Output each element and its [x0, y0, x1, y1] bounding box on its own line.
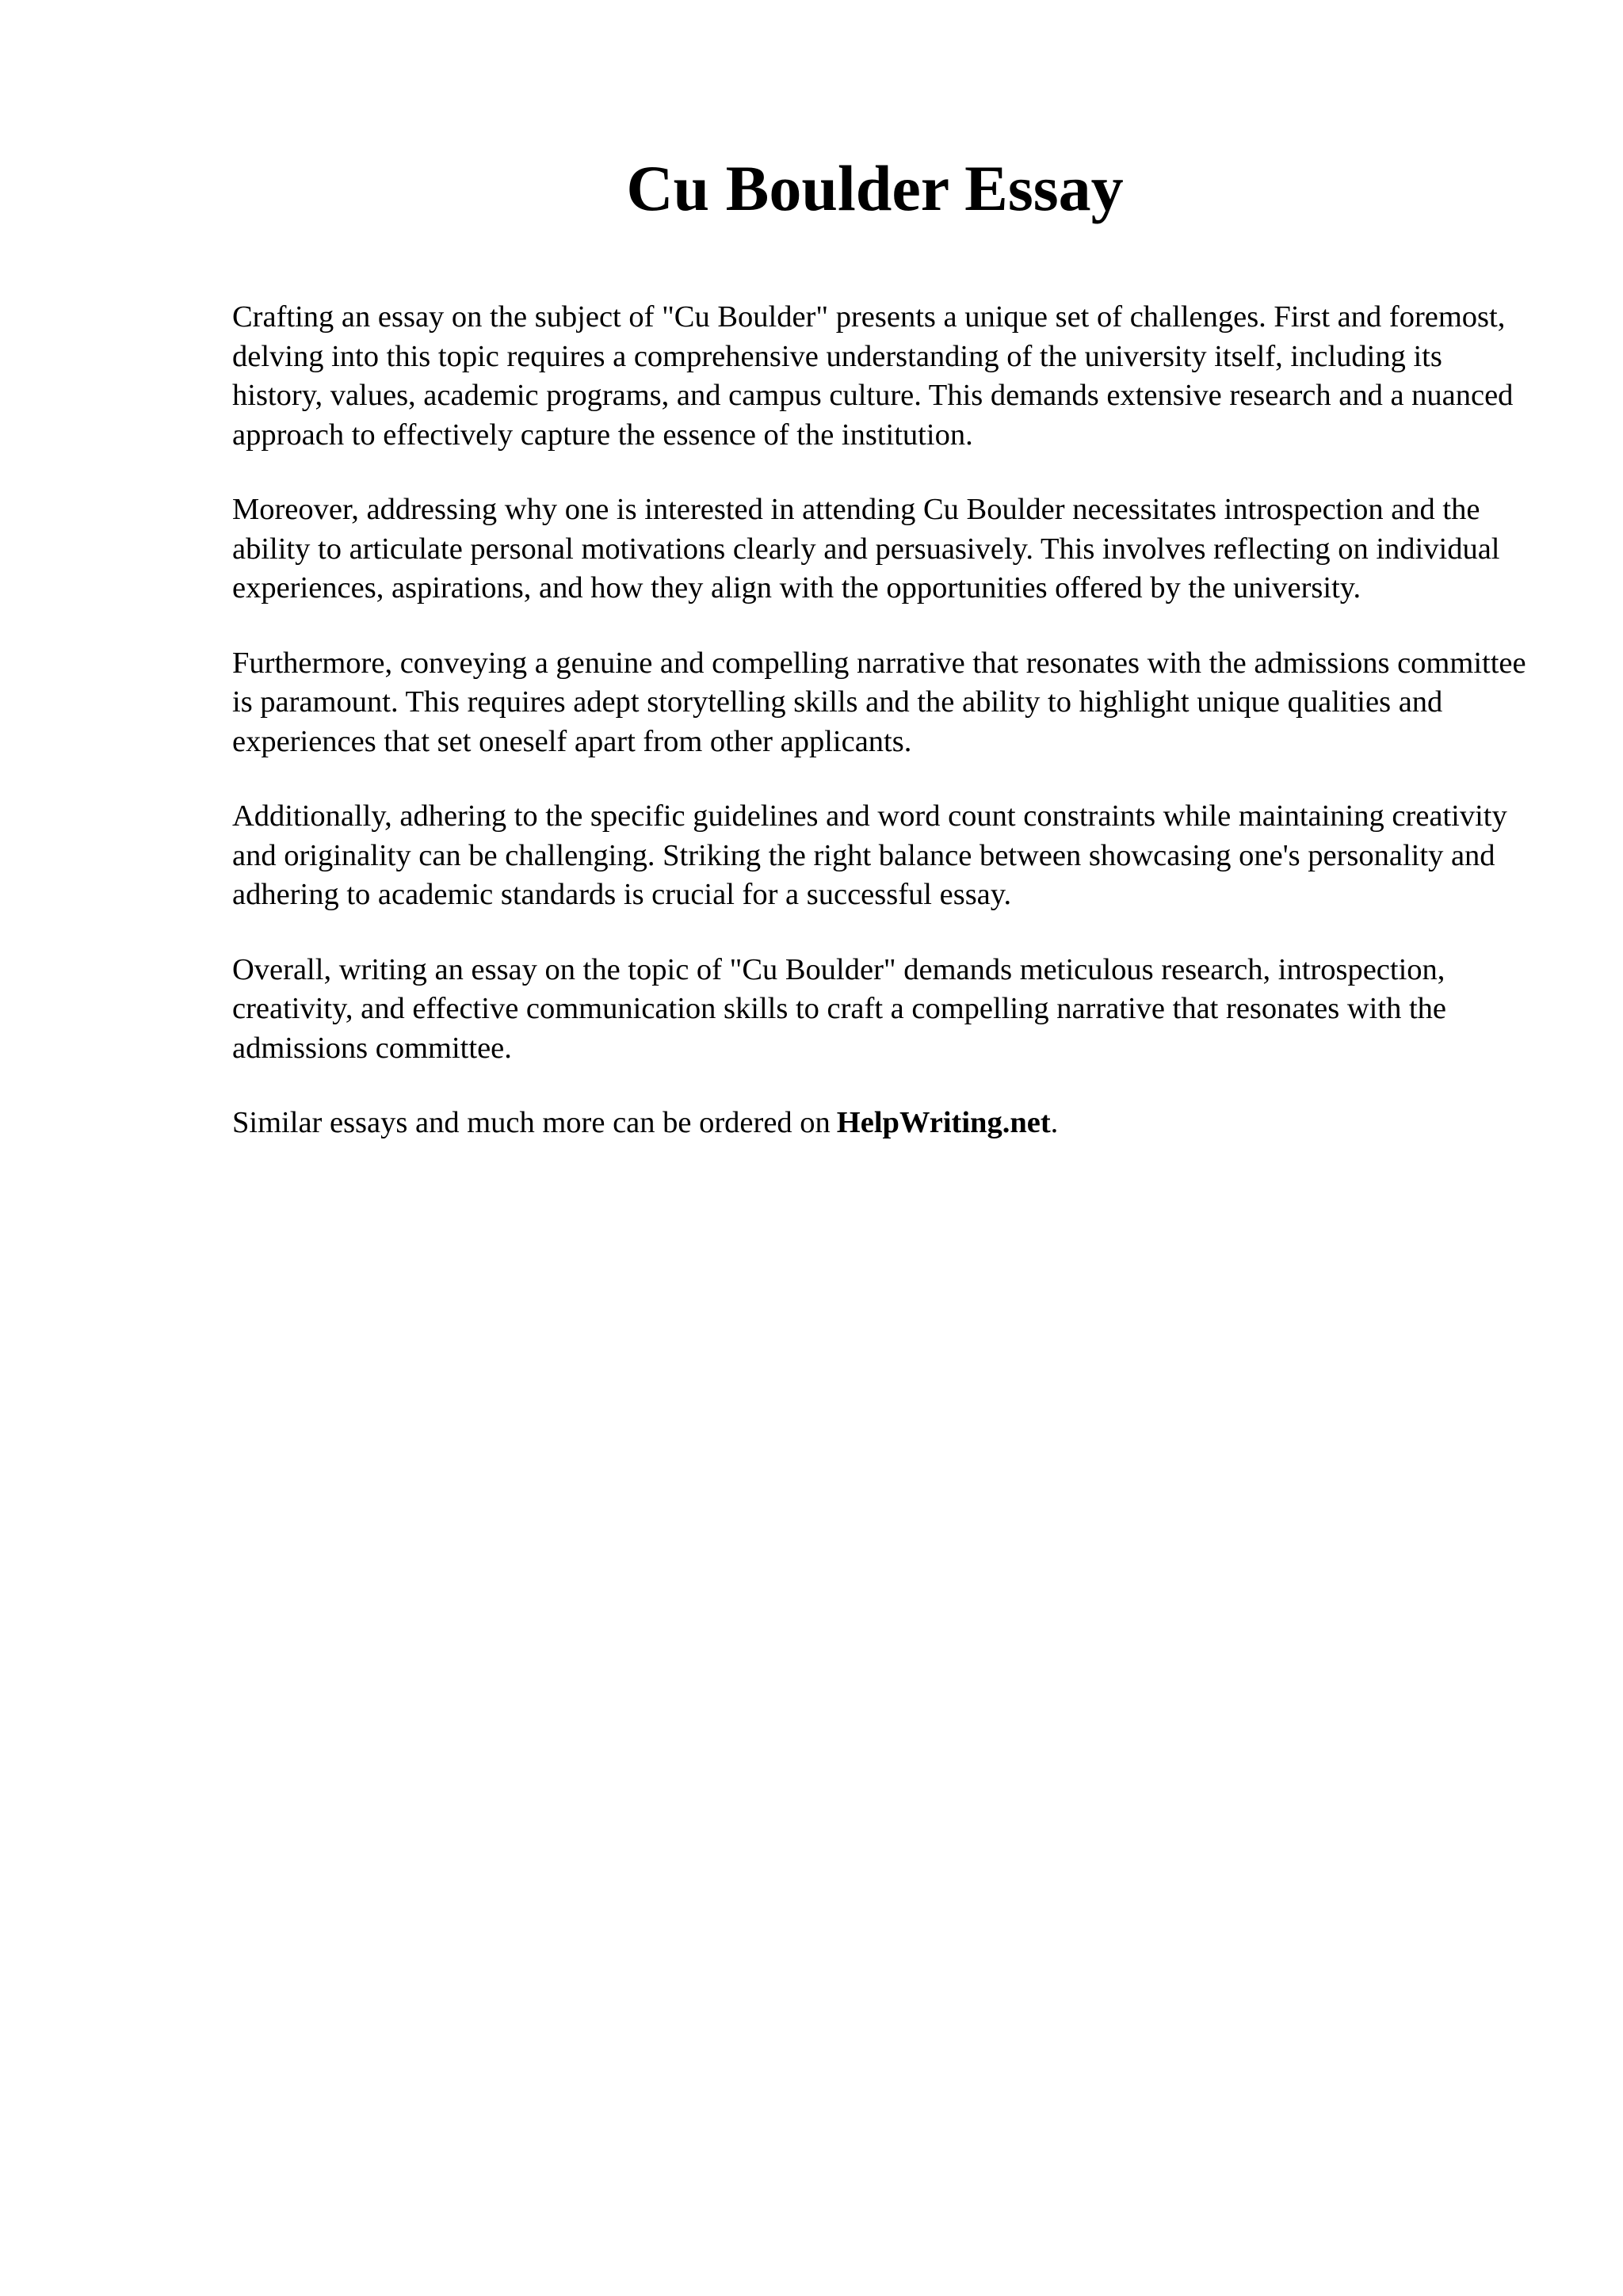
cta-suffix: . [1050, 1106, 1059, 1139]
paragraph-1: Crafting an essay on the subject of "Cu Boulder" presents a unique set of challenges. First and foremost, delving into this topic requires a comprehensive understanding of the university itself, including its history, values, academic programs, and campus culture. This demands extensive research and a nuanced approach to effectively capture the essence of the institution. [232, 300, 1514, 452]
order-cta [232, 1104, 1532, 1143]
paragraph-2: Moreover, addressing why one is interested in attending Cu Boulder necessitates introspection and the ability to articulate personal motivations clearly and persuasively. This involves reflecting on individual experiences, aspirations, and how they align with the opportunities offered by the university. [232, 493, 1500, 605]
paragraph-5: Overall, writing an essay on the topic of "Cu Boulder" demands meticulous research, introspection, creativity, and effective communication skills to craft a compelling narrative that resonates with the admissions committee. [232, 952, 1446, 1065]
essay-body [232, 298, 1532, 1143]
paragraph-4: Additionally, adhering to the specific guidelines and word count constraints while maintaining creativity and originality can be challenging. Striking the right balance between showcasing one's personality and adhering to academic standards is crucial for a successful essay. [232, 799, 1507, 911]
brand-link[interactable]: HelpWriting.net [836, 1106, 1051, 1139]
cta-text: Similar essays and much more can be ordered on [232, 1106, 831, 1139]
paragraph-3: Furthermore, conveying a genuine and compelling narrative that resonates with the admissions committee is paramount. This requires adept storytelling skills and the ability to highlight unique qualities and experiences that set oneself apart from other applicants. [232, 646, 1526, 758]
page-title: Cu Boulder Essay [626, 152, 1124, 224]
